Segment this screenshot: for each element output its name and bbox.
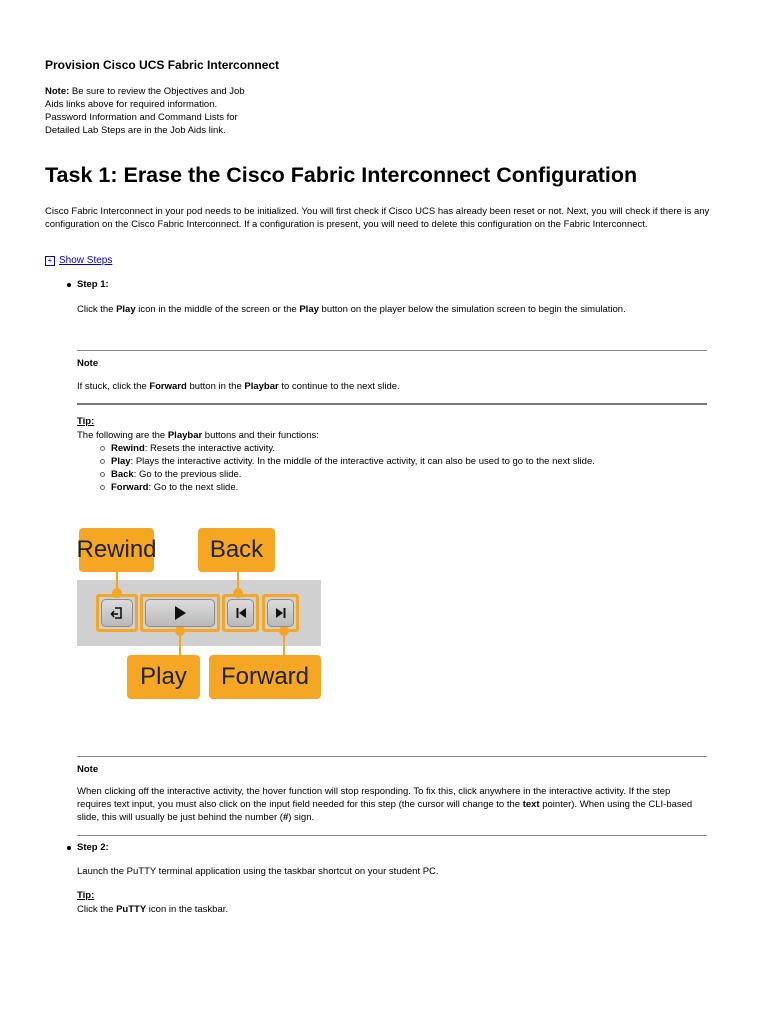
note-1-heading: Note [77,358,99,369]
play-callout: Play [127,655,200,699]
page-title: Provision Cisco UCS Fabric Interconnect [45,58,280,72]
task-description: Cisco Fabric Interconnect in your pod needs to be initialized. You will first check if Cisco UCS has already been reset or not. Next, you will check if there is any configuration on the Cisco Fabric Interconnect. If a configuration is present, you will need to delete this configuration on the Fabric Interconnect. [45,206,710,230]
play-button[interactable] [145,599,215,627]
playbar-diagram [77,528,322,700]
skip-back-icon [235,607,247,619]
forward-callout: Forward [209,655,321,699]
task-title: Task 1: Erase the Cisco Fabric Interconnect Configuration [45,163,638,187]
rewind-icon [109,605,125,621]
note-1-text: If stuck, click the Forward button in the Playbar to continue to the next slide. [77,381,400,392]
back-button[interactable] [227,599,254,627]
rewind-callout: Rewind [79,528,154,572]
circle-bullet-icon [100,472,105,477]
playbar-buttons-list [100,442,595,494]
list-item: Back : Go to the previous slide. [100,468,595,481]
tip-1-label: Tip: [77,416,95,427]
intro-note-label: Note: [45,86,70,97]
list-item: Play : Plays the interactive activity. In the middle of the interactive activity, it can also be used to go to the next slide. [100,455,595,468]
divider [77,403,707,405]
step-1-heading [67,279,109,290]
expand-plus-icon[interactable]: + [45,256,55,266]
note-2-heading: Note [77,764,99,775]
step-1-label: Step 1: [77,279,109,290]
list-item: Rewind : Resets the interactive activity. [100,442,595,455]
tip-2-text: Click the PuTTY icon in the taskbar. [77,904,229,915]
divider [77,756,707,757]
step-2-text: Launch the PuTTY terminal application using the taskbar shortcut on your student PC. [77,866,439,877]
bullet-icon [67,846,71,850]
intro-note-text: Be sure to review the Objectives and Job Aids links above for required information. Password Information and Command Lists for Detailed Lab Steps are in the Job Aids link. [45,86,245,136]
step-1-text: Click the Play icon in the middle of the screen or the Play button on the player below the simulation screen to begin the simulation. [77,304,626,315]
circle-bullet-icon [100,446,105,451]
divider [77,835,707,836]
note-2-text: When clicking off the interactive activity, the hover function will stop responding. To fix this, click anywhere in the interactive activity. If the step requires text input, you must also click on the input field needed for this step (the cursor will change to the text pointer). When using the CLI-based slide, this will usually be just behind the number (#) sign. [77,786,693,823]
bullet-icon [67,283,71,287]
divider [77,350,707,351]
show-steps-link[interactable]: Show Steps [59,255,113,266]
forward-button[interactable] [267,599,294,627]
tip-1-text: The following are the Playbar buttons and their functions: [77,430,319,441]
tip-2-label: Tip: [77,890,95,901]
circle-bullet-icon [100,459,105,464]
skip-forward-icon [275,607,287,619]
play-icon [173,605,187,621]
list-item: Forward : Go to the next slide. [100,481,595,494]
step-2-label: Step 2: [77,842,109,853]
step-2-heading [67,842,109,853]
intro-note [45,85,250,137]
circle-bullet-icon [100,485,105,490]
show-steps-toggle[interactable] [45,255,112,266]
back-callout: Back [198,528,275,572]
rewind-button[interactable] [101,599,133,627]
